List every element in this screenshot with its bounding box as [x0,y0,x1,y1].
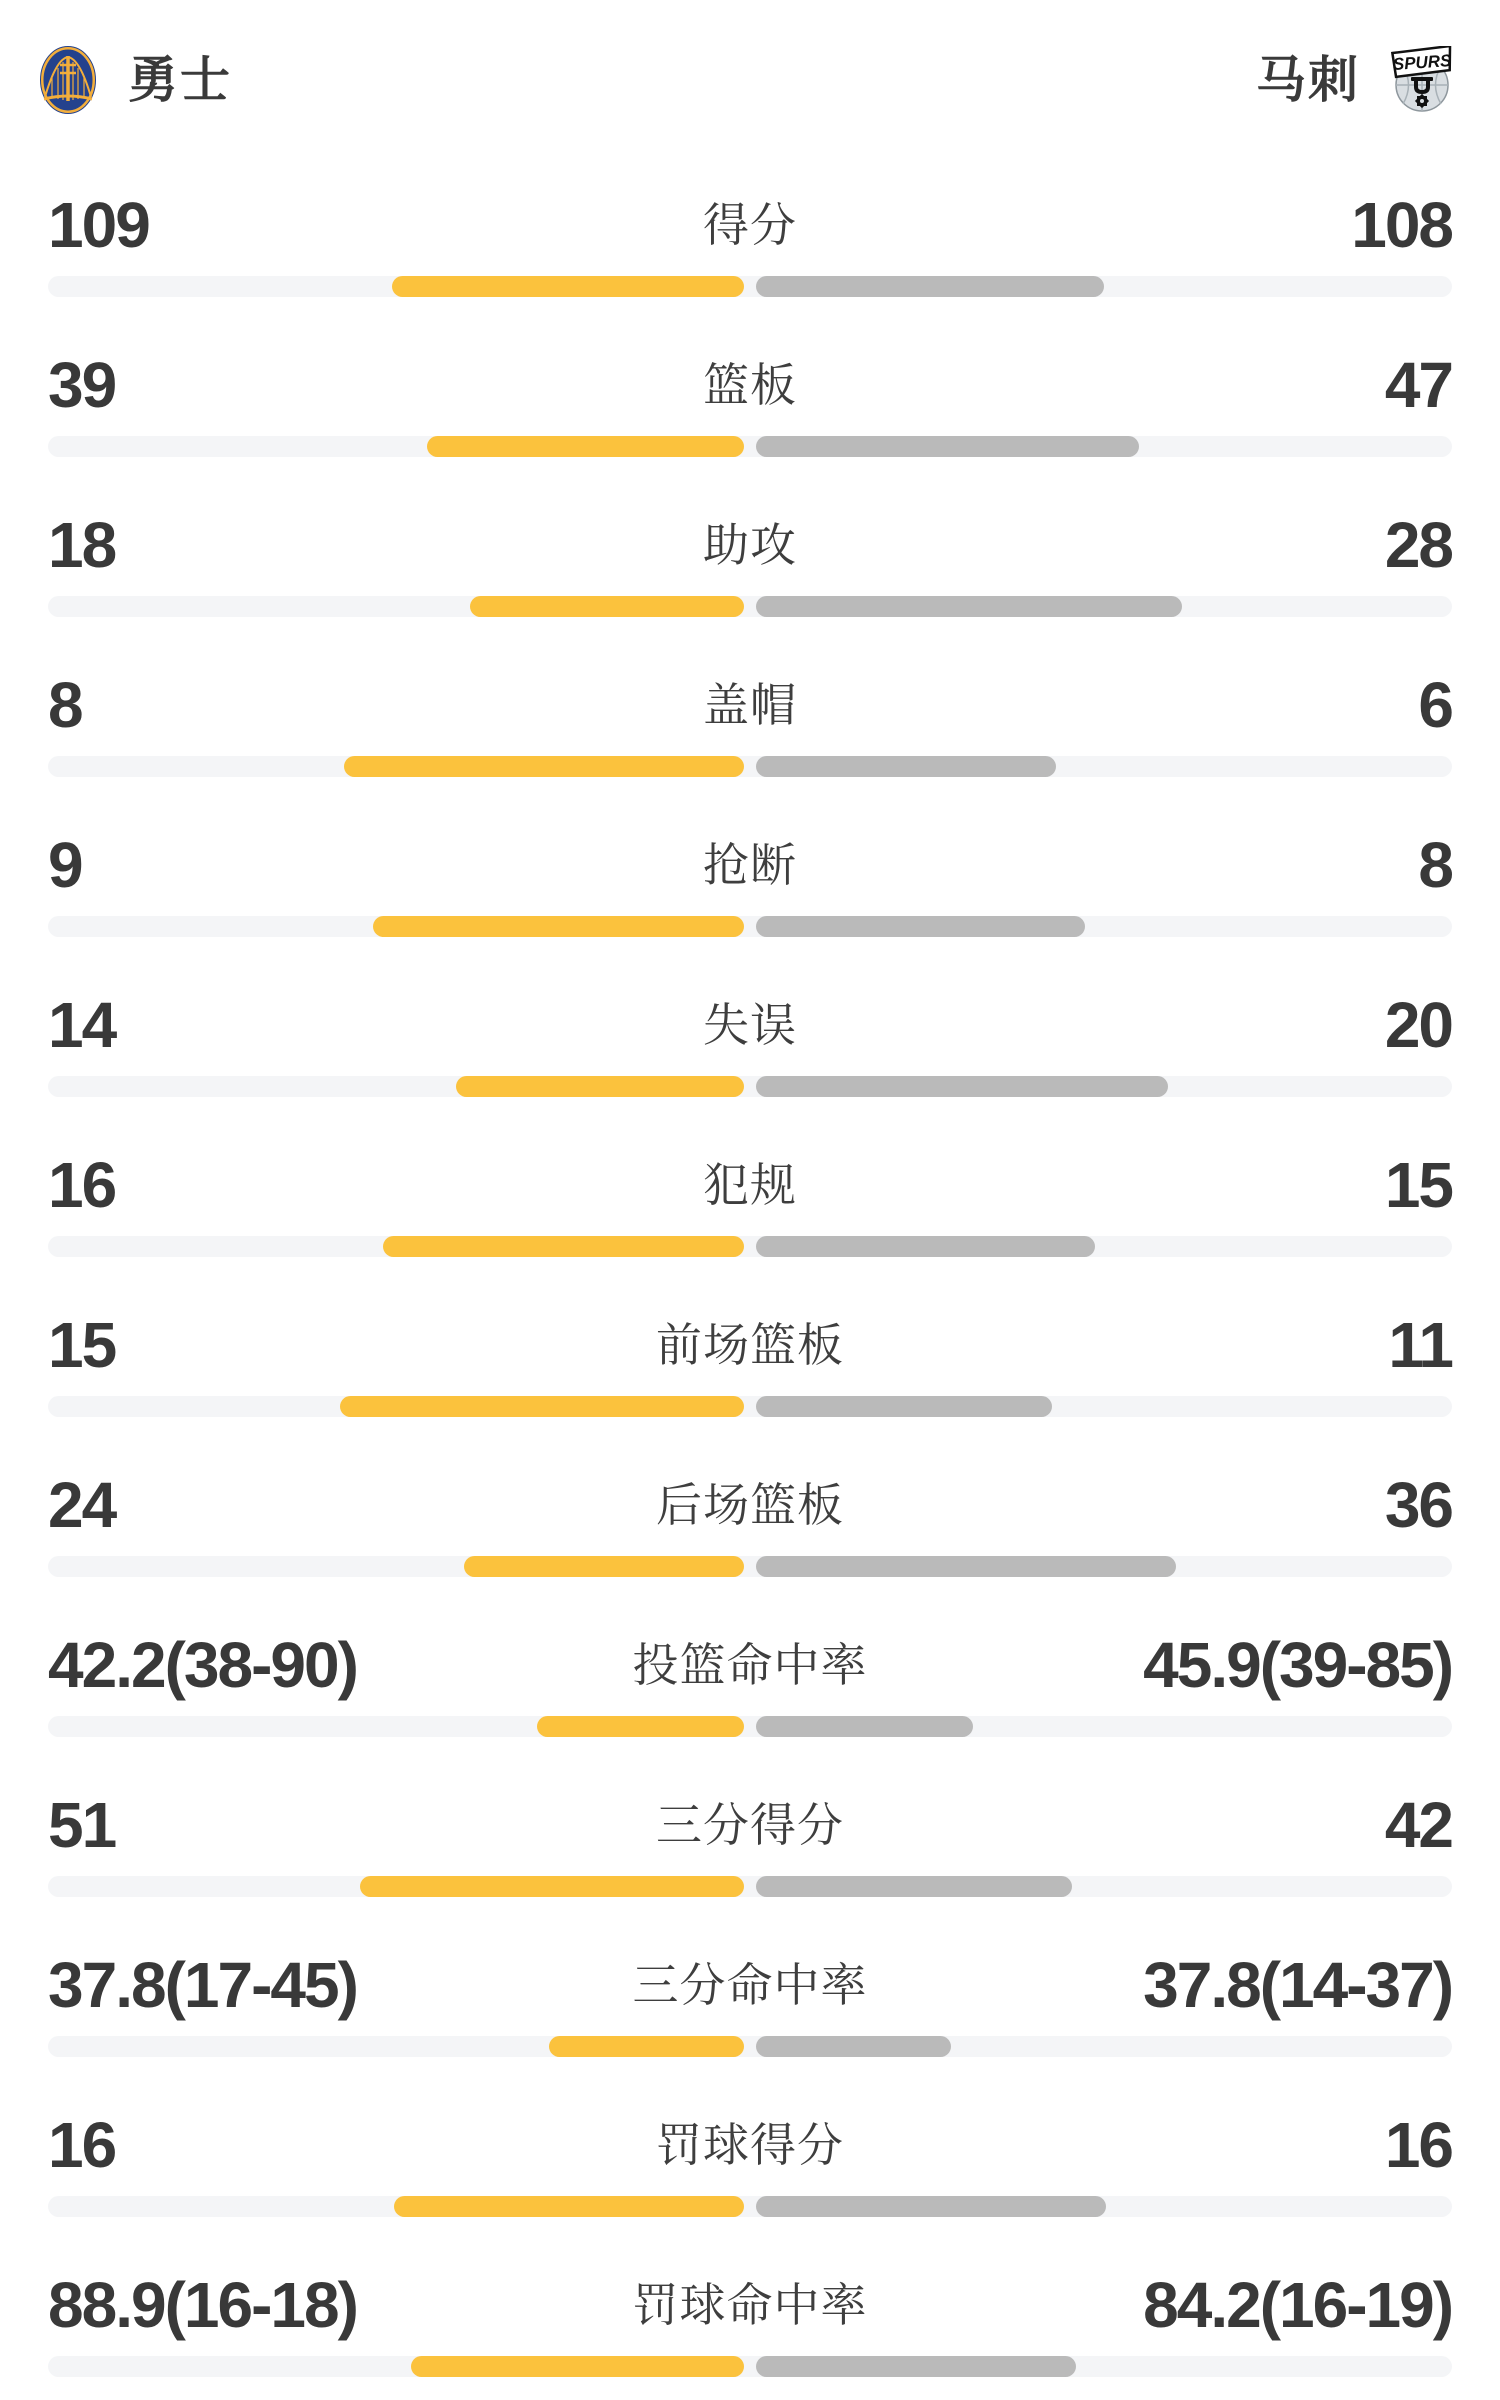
stat-label: 后场篮板 [656,1479,844,1531]
left-team-bar [427,436,744,457]
stat-row [0,2110,1500,2270]
stat-row [0,510,1500,670]
team-right-name: 马刺 [1256,52,1360,108]
left-team-value: 14 [48,989,116,1061]
bar-track [48,756,1452,777]
right-team-bar [756,276,1104,297]
bar-track [48,916,1452,937]
stat-label: 犯规 [703,1159,797,1211]
stat-row [0,1950,1500,2110]
right-team-value: 84.2(16-19) [1143,2269,1452,2341]
bar-track [48,1076,1452,1097]
stat-label: 三分命中率 [632,1959,868,2011]
left-team-bar [411,2356,744,2377]
right-team-value: 28 [1384,509,1452,581]
bar-track [48,2196,1452,2217]
left-team-bar [537,1716,744,1737]
stat-row [0,190,1500,350]
stat-label: 篮板 [703,359,797,411]
left-team-value: 51 [48,1789,116,1861]
right-team-value: 6 [1418,669,1452,741]
warriors-logo [40,46,96,114]
left-team-value: 39 [48,349,116,421]
right-team-value: 20 [1384,989,1452,1061]
left-team-bar [373,916,744,937]
right-team-bar [756,1396,1052,1417]
left-team-bar [394,2196,744,2217]
stat-label: 盖帽 [703,679,797,731]
right-team-value: 8 [1418,829,1452,901]
left-team-value: 15 [48,1309,116,1381]
left-team-value: 16 [48,2109,116,2181]
bar-track [48,2036,1452,2057]
right-team-bar [756,2196,1106,2217]
stat-row [0,670,1500,830]
right-team-value: 45.9(39-85) [1143,1629,1452,1701]
team-right [1256,42,1456,118]
team-left-name: 勇士 [128,52,232,108]
left-team-bar [456,1076,744,1097]
left-team-value: 16 [48,1149,116,1221]
spurs-logo [1388,46,1456,114]
stat-label: 罚球命中率 [632,2279,868,2331]
bar-track [48,1876,1452,1897]
right-team-value: 36 [1384,1469,1452,1541]
stat-label: 得分 [703,199,797,251]
stat-row [0,1310,1500,1470]
right-team-bar [756,1236,1095,1257]
left-team-value: 88.9(16-18) [48,2269,357,2341]
bar-track [48,436,1452,457]
left-team-value: 18 [48,509,116,581]
stat-row [0,830,1500,990]
stat-label: 失误 [703,999,797,1051]
bar-track [48,1556,1452,1577]
left-team-value: 42.2(38-90) [48,1629,357,1701]
right-team-bar [756,756,1056,777]
spurs-logo-wordmark: SPURS [1392,50,1452,75]
right-team-bar [756,916,1085,937]
left-team-bar [464,1556,744,1577]
stat-row [0,350,1500,510]
stat-label: 抢断 [703,839,797,891]
left-team-value: 9 [48,829,82,901]
bar-track [48,1236,1452,1257]
left-team-bar [383,1236,744,1257]
team-left [40,42,232,118]
left-team-value: 37.8(17-45) [48,1949,357,2021]
bar-track [48,2356,1452,2377]
left-team-value: 24 [48,1469,116,1541]
stat-row [0,2270,1500,2400]
right-team-value: 11 [1388,1309,1452,1381]
right-team-value: 16 [1384,2109,1452,2181]
left-team-bar [360,1876,744,1897]
right-team-value: 47 [1384,349,1452,421]
bar-track [48,1396,1452,1417]
right-team-bar [756,1876,1072,1897]
right-team-bar [756,2356,1076,2377]
right-team-bar [756,436,1139,457]
stat-label: 罚球得分 [656,2119,844,2171]
right-team-value: 108 [1351,189,1452,261]
stat-row [0,990,1500,1150]
right-team-value: 42 [1384,1789,1452,1861]
left-team-bar [549,2036,744,2057]
stat-row [0,1150,1500,1310]
left-team-value: 109 [48,189,149,261]
header [0,0,1500,196]
right-team-bar [756,1076,1168,1097]
left-team-bar [340,1396,744,1417]
right-team-value: 15 [1384,1149,1452,1221]
right-team-value: 37.8(14-37) [1143,1949,1452,2021]
right-team-bar [756,1556,1176,1577]
right-team-bar [756,2036,951,2057]
stat-row [0,1790,1500,1950]
stat-label: 助攻 [703,519,797,571]
stat-row [0,1630,1500,1790]
bar-track [48,596,1452,617]
stat-label: 前场篮板 [656,1319,844,1371]
bar-track [48,276,1452,297]
right-team-bar [756,596,1182,617]
right-team-bar [756,1716,973,1737]
stat-row [0,1470,1500,1630]
stat-label: 三分得分 [656,1799,844,1851]
left-team-bar [470,596,744,617]
bar-track [48,1716,1452,1737]
stat-label: 投篮命中率 [632,1639,868,1691]
left-team-bar [344,756,744,777]
left-team-bar [392,276,744,297]
left-team-value: 8 [48,669,82,741]
stats-list [0,190,1500,2400]
